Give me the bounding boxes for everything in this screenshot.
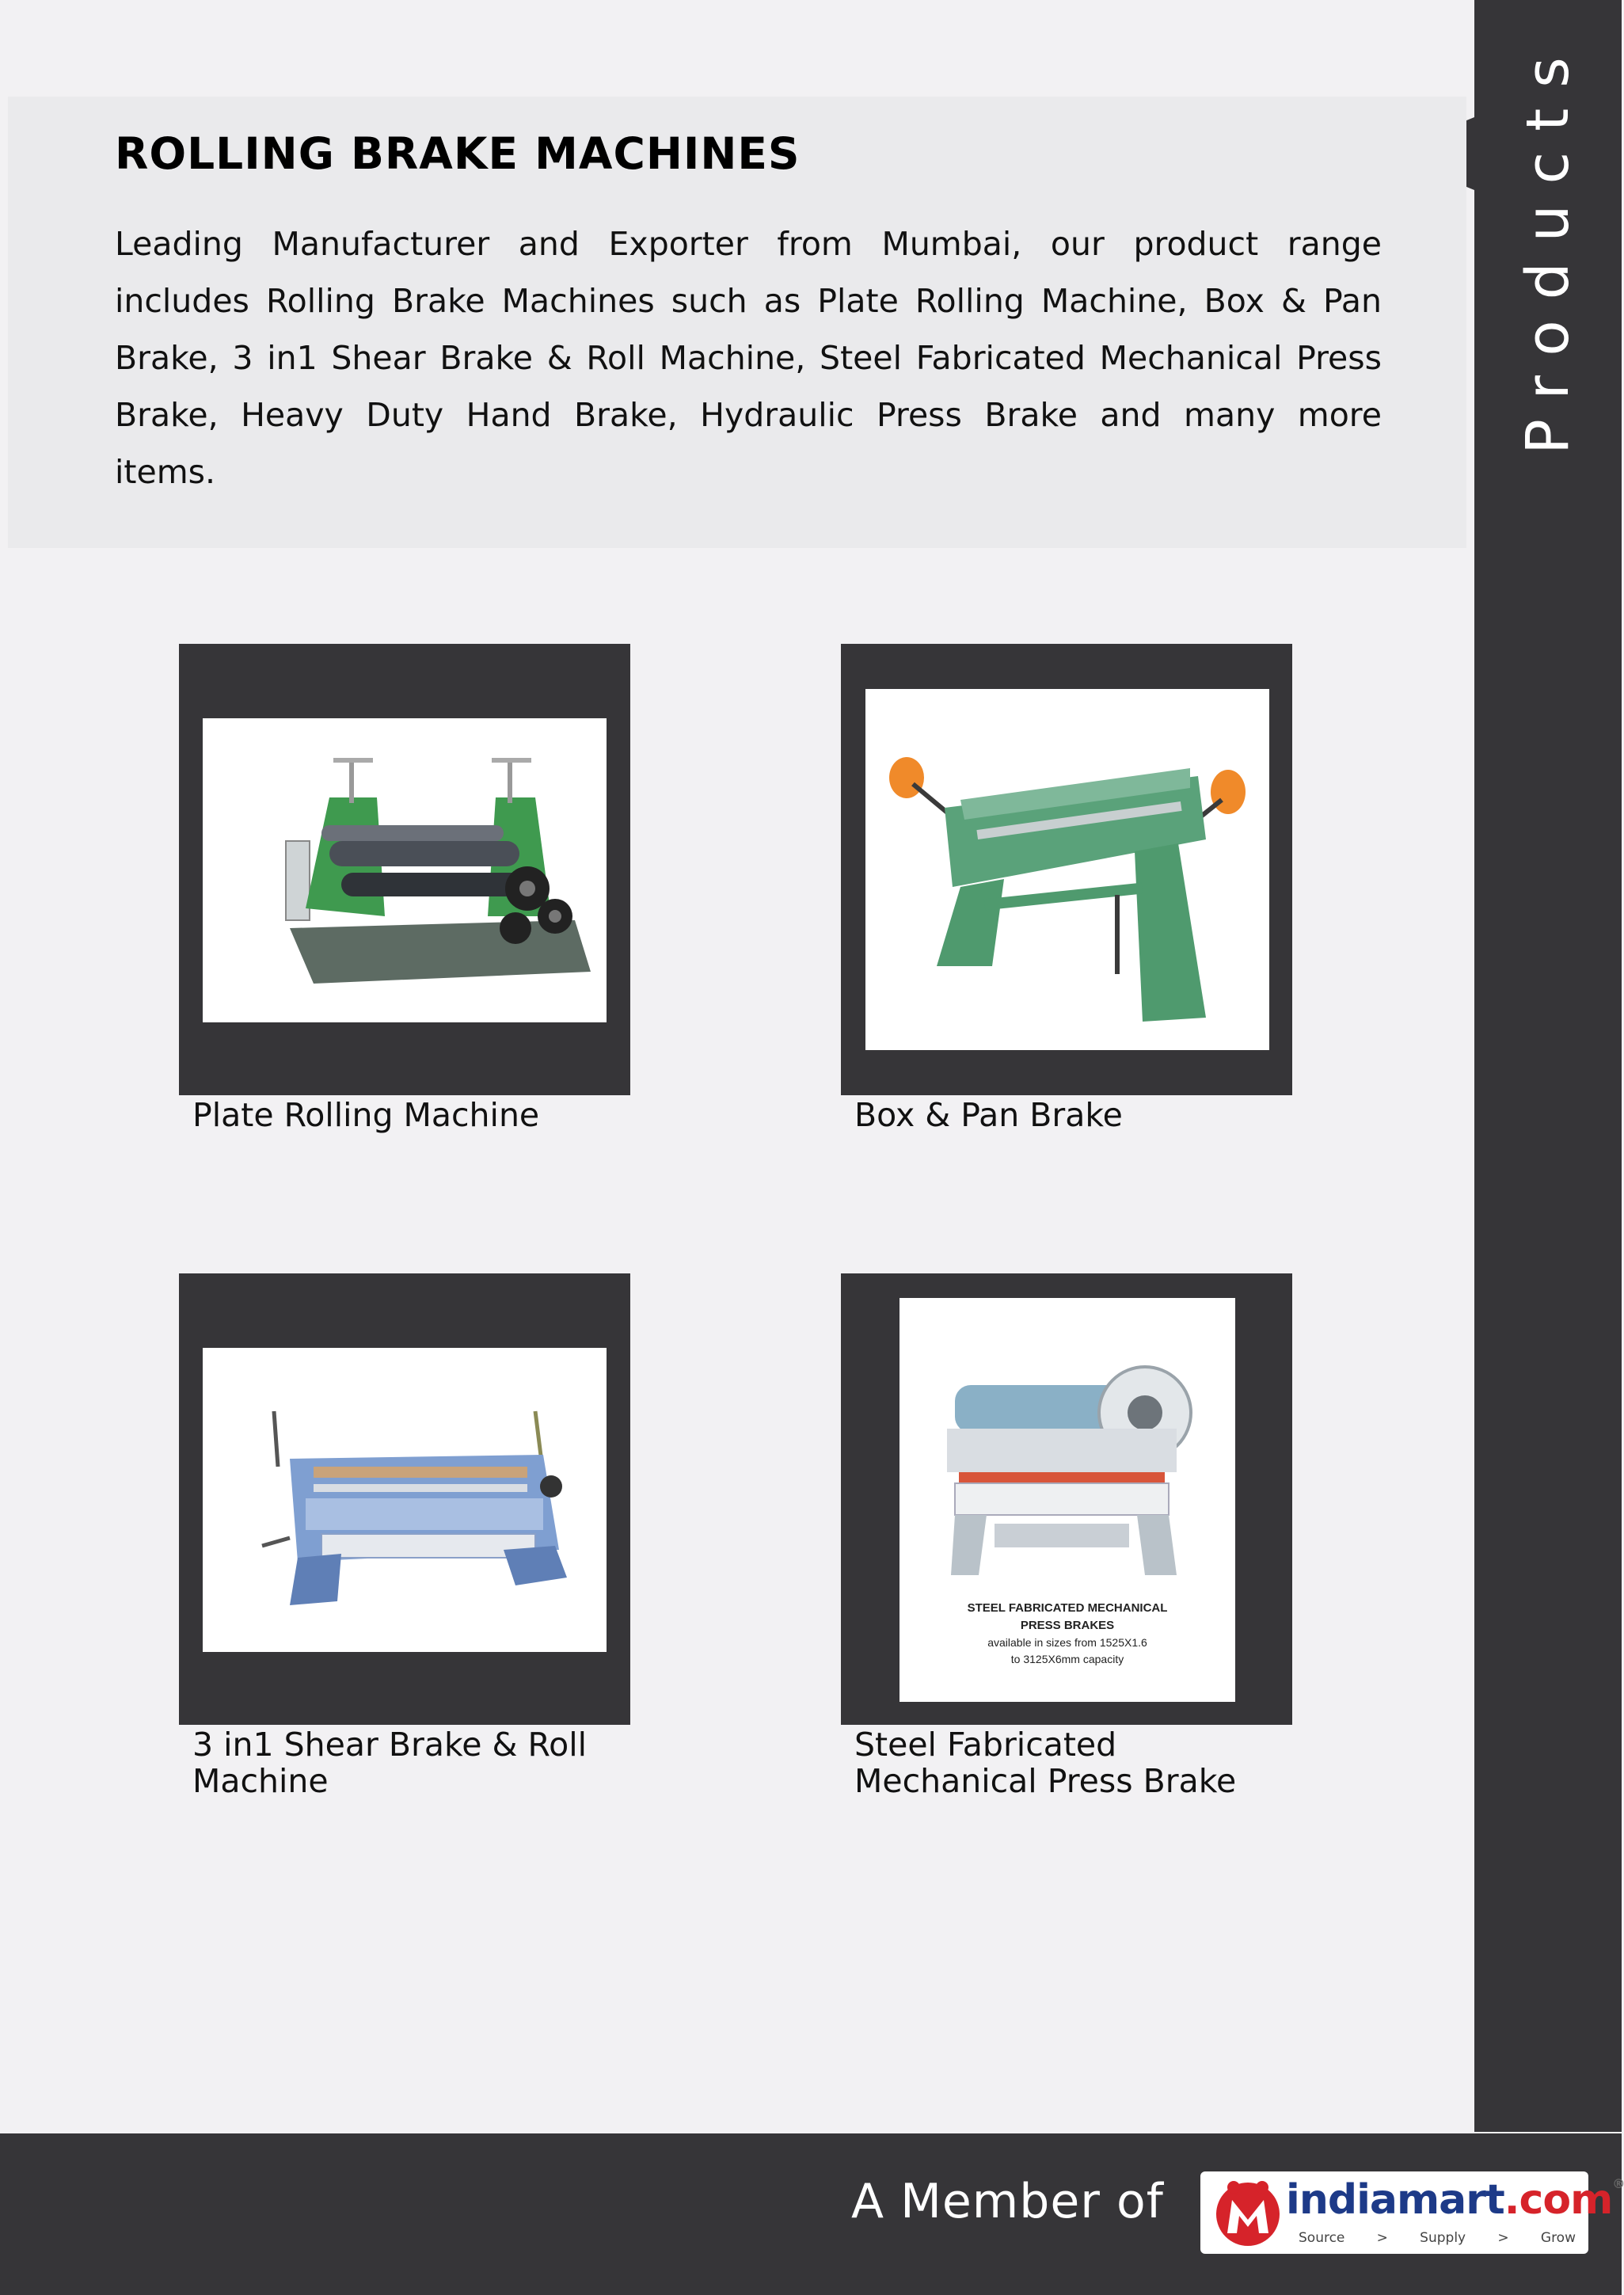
logo-tag-source: Source (1299, 2230, 1345, 2246)
section-description: Leading Manufacturer and Exporter from Mumbai, our product range includes Rolling Brake Machines such as Plate Rolling Machine, Box & Pan Brake, 3 in1 Shear Brake & Roll Machine, Steel Fabricated Mechanical Press Brake, Heavy Duty Hand Brake, Hydraulic Press Brake and many more items. (115, 225, 1382, 491)
logo-tag-sep2: > (1497, 2230, 1509, 2246)
logo-registered: ® (1612, 2176, 1624, 2191)
product-card-press-brake[interactable] (841, 1273, 1292, 1725)
page-title: ROLLING BRAKE MACHINES (115, 128, 801, 179)
product-image-plate-rolling (203, 718, 607, 1022)
indiamart-logo[interactable] (1200, 2171, 1624, 2254)
photo-text-line3: available in sizes from 1525X1.6 (987, 1636, 1147, 1649)
product-caption-plate-rolling: Plate Rolling Machine (192, 1096, 540, 1134)
sidebar-title: Products (1514, 36, 1582, 455)
logo-tag-supply: Supply (1420, 2230, 1466, 2246)
indiamart-m-icon (1211, 2176, 1284, 2249)
product-caption-press-brake: Steel Fabricated Mechanical Press Brake (854, 1726, 1237, 1800)
logo-wordmark (1286, 2176, 1624, 2224)
member-text: A Member of (851, 2174, 1164, 2229)
logo-tag-grow: Grow (1540, 2230, 1576, 2246)
product-image-press-brake (899, 1298, 1235, 1702)
product-card-plate-rolling[interactable] (179, 644, 630, 1095)
product-card-shear-brake-roll[interactable] (179, 1273, 630, 1725)
sidebar-label (1474, 0, 1622, 491)
product-caption-box-pan-brake: Box & Pan Brake (854, 1096, 1123, 1134)
logo-suffix: .com (1504, 2176, 1613, 2224)
logo-tag-sep1: > (1376, 2230, 1388, 2246)
logo-tagline (1299, 2230, 1576, 2246)
product-image-box-pan-brake (865, 689, 1269, 1050)
product-caption-shear-brake-roll: 3 in1 Shear Brake & Roll Machine (192, 1726, 588, 1800)
photo-text-line1: STEEL FABRICATED MECHANICAL (967, 1601, 1168, 1615)
photo-text-line4: to 3125X6mm capacity (1010, 1653, 1124, 1665)
product-card-box-pan-brake[interactable] (841, 644, 1292, 1095)
product-image-shear-brake-roll (203, 1348, 607, 1652)
photo-text-line2: PRESS BRAKES (1020, 1619, 1115, 1632)
logo-main: indiamart (1286, 2176, 1504, 2224)
